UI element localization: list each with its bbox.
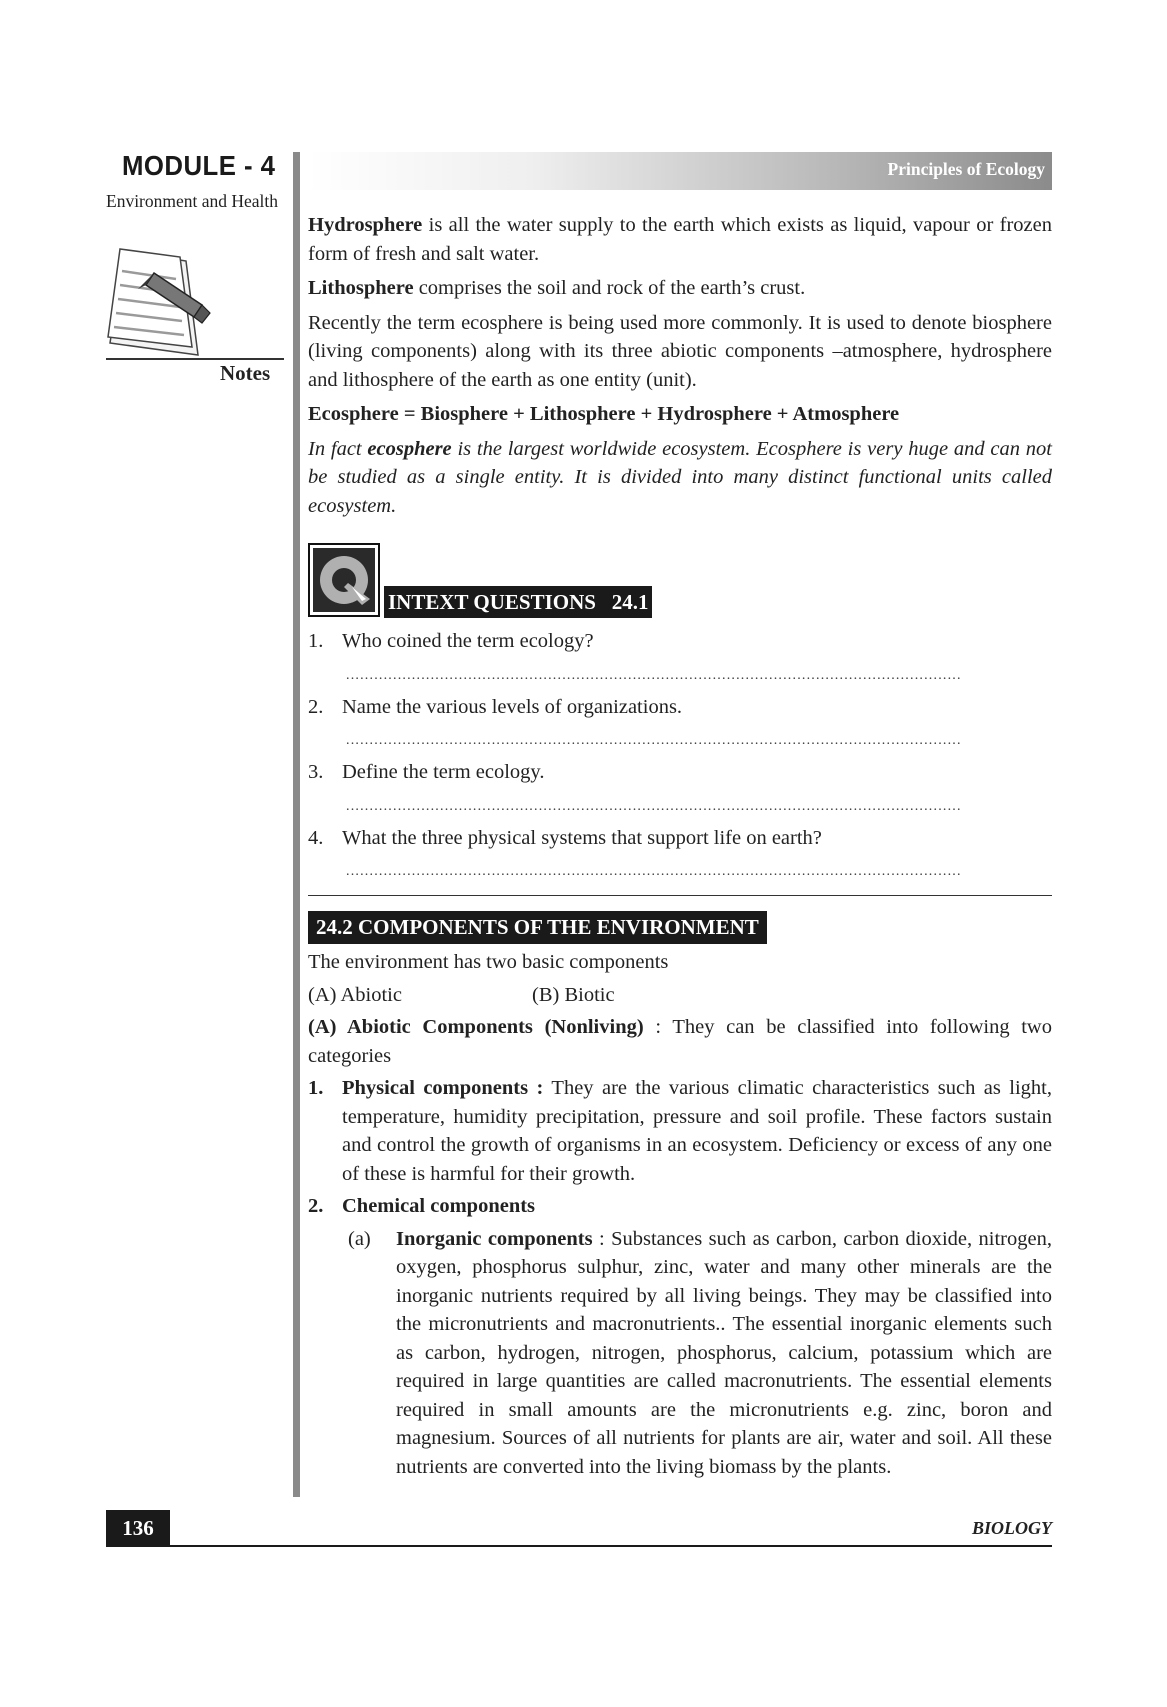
inorganic-term: Inorganic components: [396, 1227, 593, 1250]
list-number: 1.: [308, 1077, 324, 1099]
hydrosphere-text: is all the water supply to the earth which exists as liquid, vapour or frozen form of fresh and salt water.: [308, 214, 1052, 265]
option-abiotic: (A) Abiotic: [308, 983, 402, 1006]
footer-rule: [170, 1545, 1052, 1547]
ecosphere-note: [308, 435, 1052, 521]
section-intro: The environment has two basic components: [308, 951, 669, 973]
lithosphere-text: comprises the soil and rock of the earth’s crust.: [413, 277, 806, 299]
answer-line: ...................................................................................................................................: [346, 733, 962, 748]
lithosphere-term: Lithosphere: [308, 277, 414, 299]
physical-body: [342, 1074, 1052, 1188]
question-number: 3.: [308, 761, 324, 783]
question-number: 2.: [308, 695, 324, 718]
question-list: [308, 627, 1052, 884]
list-number: 2.: [308, 1195, 324, 1217]
hydrosphere-para: [308, 211, 1052, 268]
question-3: [308, 758, 1052, 819]
abiotic-text: : They can be classified into following two categories: [308, 1016, 1052, 1067]
note-bold: ecosphere: [367, 437, 452, 460]
question-1: [308, 627, 1052, 688]
question-icon: [308, 543, 380, 617]
module-subtitle: Environment and Health: [106, 191, 279, 211]
inorganic-text: : Substances such as carbon, carbon dioxide, nitrogen, oxygen, phosphorus sulphur, zinc, water and many other minerals are the inorganic nutrients required by all living beings. They may be classified into the micronutrients and macronutrients.. The essential inorganic elements such as carbon, hydrogen, nitrogen, phosphorus, calcium, potassium which are required in large quantities are called macronutrients. The essential elements required in small amounts are the micronutrients e.g. zinc, boron and magnesium. Sources of all nutrients for plants are air, water and soil. All these nutrients are converted into the living biomass by the plants.: [396, 1227, 1052, 1478]
ecosphere-equation: Ecosphere = Biosphere + Lithosphere + Hydrosphere + Atmosphere: [308, 403, 900, 425]
sub-list-label: (a): [348, 1227, 371, 1250]
question-number: 1.: [308, 630, 324, 652]
question-number: 4.: [308, 826, 324, 849]
question-text: Define the term ecology.: [342, 761, 545, 783]
question-text: Who coined the term ecology?: [342, 630, 594, 652]
answer-line: ...................................................................................................................................: [346, 798, 962, 814]
chemical-components: [308, 1192, 1052, 1221]
module-title: MODULE - 4: [122, 150, 276, 181]
notes-label: Notes: [220, 361, 271, 385]
intext-questions-heading: INTEXT QUESTIONS 24.1: [384, 586, 652, 618]
section-body: [308, 948, 1052, 1481]
physical-components: [308, 1074, 1052, 1188]
margin-bar: [293, 152, 300, 1497]
ecosphere-para: Recently the term ecosphere is being used more commonly. It is used to denote biosphere (living components) along with its three abiotic components –atmosphere, hydrosphere and lithosphere of the earth as one entity (unit).: [308, 311, 1052, 391]
chapter-title: Principles of Ecology: [887, 159, 1045, 179]
answer-line: ...................................................................................................................................: [346, 667, 962, 683]
chemical-term: Chemical components: [342, 1195, 536, 1217]
notes-divider: [106, 358, 284, 360]
question-2: [308, 693, 1052, 754]
subject-label: BIOLOGY: [972, 1518, 1052, 1538]
page-number: 136: [106, 1510, 170, 1547]
component-options: [308, 981, 1052, 1010]
lithosphere-para: [308, 274, 1052, 303]
hydrosphere-term: Hydrosphere: [308, 214, 423, 236]
physical-text: They are the various climatic characteristics such as light, temperature, humidity precipitation, pressure and soil profile. These factors sustain and control the growth of organisms in an ecosystem. Deficiency or excess of any one of these is harmful for their growth.: [342, 1077, 1052, 1185]
inorganic-components: [308, 1225, 1052, 1482]
question-text: Name the various levels of organizations.: [342, 695, 683, 718]
intro-text: [308, 211, 1052, 520]
answer-line: ...................................................................................................................................: [346, 864, 962, 879]
note-post: is the largest worldwide ecosystem. Ecosphere is very huge and can not be studied as a single entity. It is divided into many distinct functional units called ecosystem.: [308, 437, 1052, 517]
physical-term: Physical components :: [342, 1077, 544, 1099]
option-biotic: (B) Biotic: [532, 983, 615, 1006]
inorganic-body: [396, 1225, 1052, 1482]
section-divider: [308, 895, 1052, 896]
abiotic-para: [308, 1013, 1052, 1070]
section-heading: 24.2 COMPONENTS OF THE ENVIRONMENT: [308, 911, 767, 944]
question-text: What the three physical systems that support life on earth?: [342, 826, 822, 849]
question-4: [308, 824, 1052, 885]
notepad-pencil-icon: [106, 243, 216, 363]
note-pre: In fact: [308, 437, 368, 460]
abiotic-term: (A) Abiotic Components (Nonliving): [308, 1016, 644, 1038]
chapter-header: [308, 152, 1052, 190]
